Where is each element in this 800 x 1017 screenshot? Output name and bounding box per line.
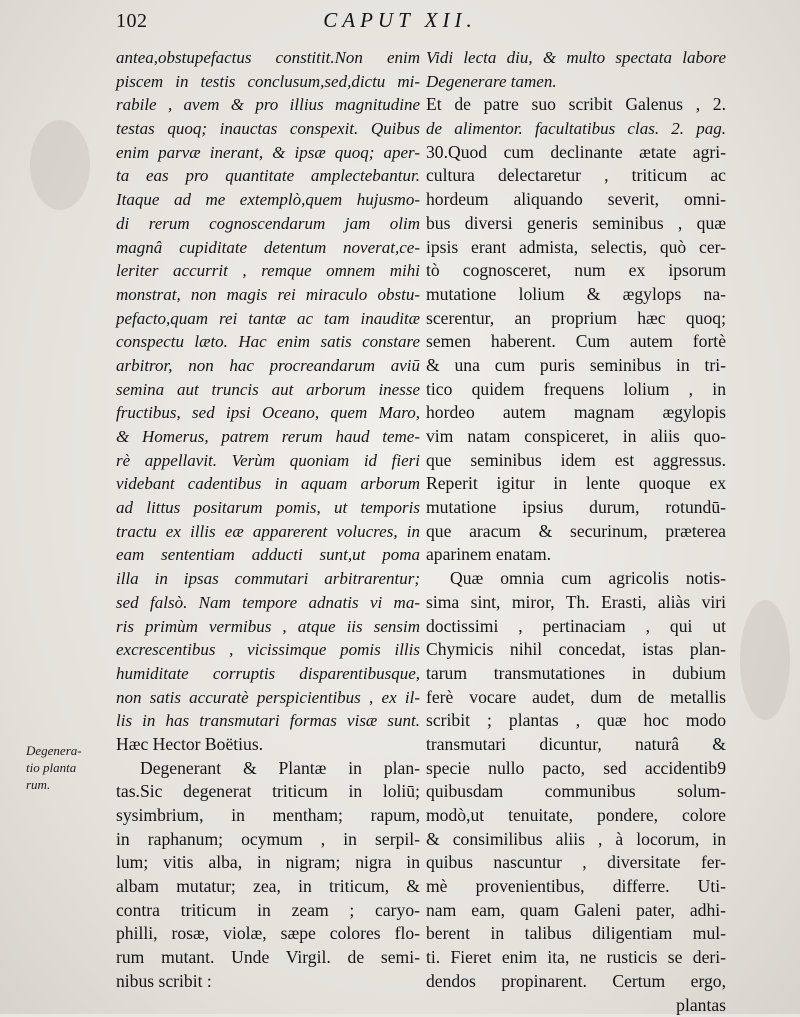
page-number: 102 — [116, 10, 148, 33]
text-line: illa in ipsas commutari arbitrarentur; — [116, 567, 420, 591]
text-line: antea,obstupefactus constitit.Non enim — [116, 46, 420, 70]
text-line: tico quidem frequens lolium , in — [426, 378, 726, 402]
text-line: berent in talibus diligentiam mul- — [426, 922, 726, 946]
text-line: rum mutant. Unde Virgil. de semi- — [116, 946, 420, 970]
text-line: excrescentibus , vicissimque pomis illis — [116, 638, 420, 662]
left-column — [116, 46, 420, 994]
margin-note — [26, 742, 112, 793]
text-line: modò,ut tenuitate, pondere, colore — [426, 804, 726, 828]
text-line: quibus nascuntur , diversitate fer- — [426, 851, 726, 875]
text-line: leriter accurrit , remque omnem mihi — [116, 259, 420, 283]
text-line: conspectu læto. Hac enim satis constare — [116, 330, 420, 354]
text-line: pefacto,quam rei tantæ ac tam inauditæ — [116, 307, 420, 331]
text-line: Chymicis nihil concedat, istas plan- — [426, 638, 726, 662]
text-line: scribit ; plantas , quæ hoc modo — [426, 709, 726, 733]
text-line: ris primùm vermibus , atque iis sensim — [116, 615, 420, 639]
text-line: ferè vocare audet, dum de metallis — [426, 686, 726, 710]
text-line: lum; vitis alba, in nigram; nigra in — [116, 851, 420, 875]
text-line: bus diversi generis seminibus , quæ — [426, 212, 726, 236]
text-line: transmutari dicuntur, naturâ & — [426, 733, 726, 757]
text-line: in raphanum; ocymum , in serpil- — [116, 828, 420, 852]
text-line: albam mutatur; zea, in triticum, & — [116, 875, 420, 899]
text-line: Degenerare tamen. — [426, 70, 726, 94]
text-line: scerentur, an proprium hæc quoq; — [426, 307, 726, 331]
text-line: contra triticum in zeam ; caryo- — [116, 899, 420, 923]
text-line: aparinem enatam. — [426, 543, 726, 567]
text-line: monstrat, non magis rei miraculo obstu- — [116, 283, 420, 307]
text-line: & Homerus, patrem rerum haud teme- — [116, 425, 420, 449]
text-line: ti. Fieret enim ita, ne rusticis se deri- — [426, 946, 726, 970]
text-line: vim natam conspiceret, in aliis quo- — [426, 425, 726, 449]
text-line: Degenerant & Plantæ in plan- — [116, 757, 420, 781]
text-line: sed falsò. Nam tempore adnatis vi ma- — [116, 591, 420, 615]
text-line: que aracum & securinum, præterea — [426, 520, 726, 544]
running-head: CAPUT XII. — [0, 8, 800, 33]
text-line: testas quoq; inauctas conspexit. Quibus — [116, 117, 420, 141]
text-line: videbant cadentibus in aquam arborum — [116, 472, 420, 496]
text-line: Hæc Hector Boëtius. — [116, 733, 420, 757]
text-line: arbitror, non hac procreandarum aviū — [116, 354, 420, 378]
text-line: ad littus positarum pomis, ut temporis — [116, 496, 420, 520]
text-line: non satis accuratè perspicientibus , ex il- — [116, 686, 420, 710]
text-line: specie nullo pacto, sed accidentib9 — [426, 757, 726, 781]
paper-stain — [30, 120, 90, 210]
text-line: Vidi lecta diu, & multo spectata labore — [426, 46, 726, 70]
text-line: ta eas pro quantitate amplectebantur. — [116, 164, 420, 188]
margin-note-line: tio planta — [26, 759, 112, 776]
text-line: Itaque ad me extemplò,quem hujusmo- — [116, 188, 420, 212]
text-line: eam sententiam adducti sunt,ut poma — [116, 543, 420, 567]
text-line: & una cum puris seminibus in tri- — [426, 354, 726, 378]
text-line: lis in has transmutari formas visæ sunt. — [116, 709, 420, 733]
text-line: nibus scribit : — [116, 970, 420, 994]
text-line: tractu ex illis eæ apparerent volucres, in — [116, 520, 420, 544]
margin-note-line: rum. — [26, 776, 112, 793]
text-line: doctissimi , pertinaciam , qui ut — [426, 615, 726, 639]
text-line: dendos propinarent. Certum ergo, — [426, 970, 726, 994]
text-line: magnâ cupiditate detentum noverat,ce- — [116, 236, 420, 260]
text-line: mutatione ipsius durum, rotundū- — [426, 496, 726, 520]
paper-stain — [740, 600, 790, 720]
text-line: 30.Quod cum declinante ætate agri- — [426, 141, 726, 165]
text-line: mè provenientibus, differre. Uti- — [426, 875, 726, 899]
text-line: cultura delectaretur , triticum ac — [426, 164, 726, 188]
right-column — [426, 46, 726, 1017]
text-line: semen haberent. Cum autem fortè — [426, 330, 726, 354]
text-line: Et de patre suo scribit Galenus , 2. — [426, 93, 726, 117]
text-line: philli, rosæ, violæ, sæpe colores flo- — [116, 922, 420, 946]
text-line: di rerum cognoscendarum jam olim — [116, 212, 420, 236]
text-line: plantas — [426, 994, 726, 1017]
text-line: tarum transmutationes in dubium — [426, 662, 726, 686]
margin-note-line: Degenera- — [26, 742, 112, 759]
text-line: nam eam, quam Galeni pater, adhi- — [426, 899, 726, 923]
text-line: tas.Sic degenerat triticum in loliū; — [116, 780, 420, 804]
text-line: mutatione lolium & ægylops na- — [426, 283, 726, 307]
text-line: quibusdam communibus solum- — [426, 780, 726, 804]
text-line: Quæ omnia cum agricolis notis- — [426, 567, 726, 591]
text-line: semina aut truncis aut arborum inesse — [116, 378, 420, 402]
text-line: ipsis erant admista, selectis, quò cer- — [426, 236, 726, 260]
text-line: de alimentor. facultatibus clas. 2. pag. — [426, 117, 726, 141]
text-line: humiditate corruptis disparentibusque, — [116, 662, 420, 686]
text-line: & consimilibus aliis , à locorum, in — [426, 828, 726, 852]
text-line: piscem in testis conclusum,sed,dictu mi- — [116, 70, 420, 94]
text-line: rabile , avem & pro illius magnitudine — [116, 93, 420, 117]
text-line: hordeo autem magnam ægylopis — [426, 401, 726, 425]
text-line: sysimbrium, in mentham; rapum, — [116, 804, 420, 828]
text-line: enim parvæ inerant, & ipsæ quoq; aper- — [116, 141, 420, 165]
text-line: Reperit igitur in lente quoque ex — [426, 472, 726, 496]
text-line: sima sint, miror, Th. Erasti, aliàs viri — [426, 591, 726, 615]
text-line: que seminibus idem est aggressus. — [426, 449, 726, 473]
page-header — [0, 6, 800, 42]
text-line: hordeum aliquando severit, omni- — [426, 188, 726, 212]
text-line: fructibus, sed ipsi Oceano, quem Maro, — [116, 401, 420, 425]
text-line: tò cognosceret, num ex ipsorum — [426, 259, 726, 283]
text-line: rè appellavit. Verùm quoniam id fieri — [116, 449, 420, 473]
